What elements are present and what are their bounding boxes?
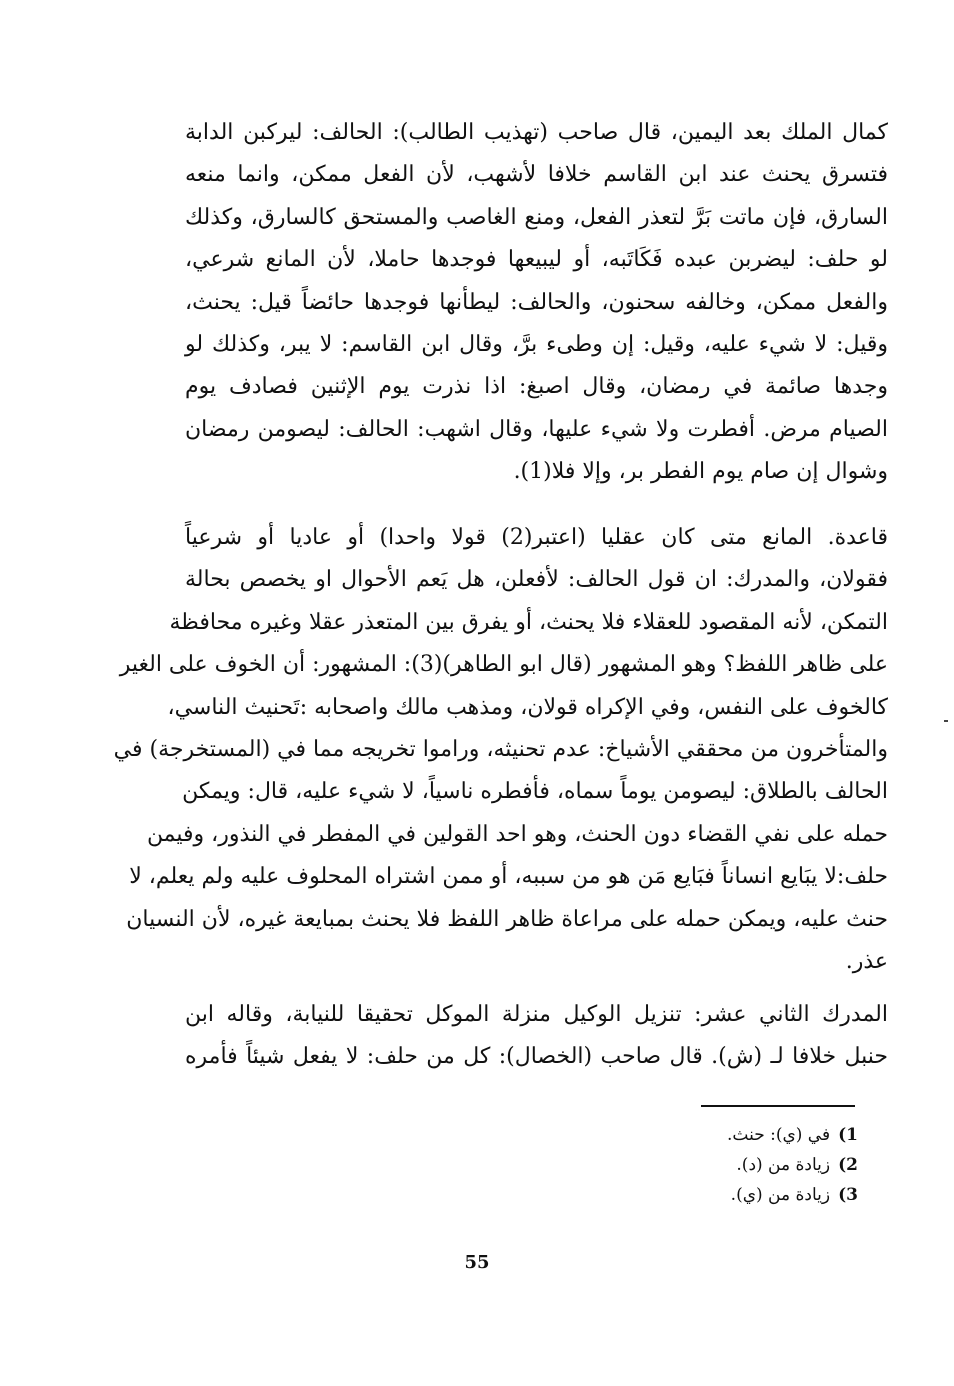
footnote-text: زيادة من (د). (736, 1155, 831, 1175)
paragraph-3-twelfth-basis (185, 994, 888, 1079)
text-line: التمكن، لأنه المقصود للعقلاء فلا يحنث، أو يفرق بين المتعذر عقلا وغيره محافظة (169, 609, 888, 635)
page-number: 55 (464, 1252, 490, 1273)
paragraph-1 (185, 112, 888, 494)
text-line: والمتأخرون من محققي الأشياخ: عدم تحنيثه، وراموا تخريجه مما في (المستخرجة) في (113, 736, 888, 762)
footnote-text: زيادة من (ي). (730, 1185, 831, 1205)
text-line: حلف:لا يبَايع انساناً فبَايع مَن هو من سببه، أو ممن اشتراه المحلوف عليه ولم يعلم، لا (129, 864, 888, 890)
footnote-separator (701, 1105, 855, 1107)
footnote-number: 2) (838, 1155, 858, 1175)
footnote (727, 1180, 858, 1210)
text-line: وجدها صائمة في رمضان، وقال اصبغ: اذا نذرت يوم الإثنين فصادف يوم (185, 374, 888, 400)
footnote (727, 1150, 858, 1180)
footnote (727, 1120, 858, 1150)
text-line: الصيام مرض. أفطرت ولا شيء عليها، وقال اشهب: الحالف: ليصومن رمضان (185, 416, 889, 442)
text-line: السارق، فإن ماتت بَرَّ لتعذر الفعل، ومنع الغاصب والمستحق كالسارق، وكذلك (185, 204, 888, 230)
text-line: حنث عليه، ويمكن حمله على مراعاة ظاهر اللفظ فلا يحنث بمبايعة غيره، لأن النسيان (126, 906, 888, 932)
text-line: حمله على نفي القضاء دون الحنث، وهو احد القولين في المفطر في النذور، وفيمن (146, 821, 888, 847)
text-line: كالخوف على النفس، وفي الإكراه قولان، ومذهب مالك واصحابه :تَحنيث الناسي، (167, 694, 888, 720)
text-line: لو حلف: ليضربن عبده فَكَاتَبه، أو ليبيعها فوجدها حاملا، لأن المانع شرعي، (185, 247, 888, 273)
text-line-heading: المدرك الثاني عشر: تنزيل الوكيل منزلة الموكل تحقيقا للنيابة، وقاله ابن (185, 1002, 888, 1027)
paragraph-2-rule (113, 517, 888, 983)
text-line: فتسرق يحنث عند ابن القاسم خلافا لأشهب، لأن الفعل ممكن، وانما منعه (185, 162, 888, 188)
text-line: فقولان، والمدرك: ان قول الحالف: لأفعلن، هل يَعم الأحوال او يخصص بحالة (185, 567, 888, 593)
text-line: عذر. (845, 948, 888, 974)
text-line: وشوال إن صام يوم الفطر بر، وإلا فلا(1). (513, 459, 888, 485)
text-line: على ظاهر اللفظ؟ وهو المشهور (قال ابو الطاهر)(3): المشهور: أن الخوف على الغير (119, 652, 888, 678)
text-line: وقيل: لا شيء عليه، وقيل: إن وطىء برَّ، وقال ابن القاسم: لا يبر، وكذلك لو (185, 331, 888, 357)
footnote-number: 3) (838, 1185, 858, 1205)
footnote-number: 1) (838, 1125, 858, 1145)
text-line: حنبل خلافا لـ (ش). قال صاحب (الخصال): كل من حلف: لا يفعل شيئاً فأمره (185, 1044, 888, 1070)
footnote-text: في (ي): حنث. (726, 1125, 831, 1145)
text-line-heading: قاعدة. المانع متى كان عقليا (اعتبر(2) قولا واحدا) أو عاديا أو شرعياً (185, 525, 888, 550)
text-line: والفعل ممكن، وخالفه سحنون، والحالف: ليطأنها فوجدها حائضاً قيل: يحنث، (185, 289, 888, 315)
footnotes (727, 1120, 858, 1210)
scan-speck (944, 720, 948, 722)
text-line: الحالف بالطلاق: ليصومن يوماً سماه، فأفطره ناسياً، لا شيء عليه، قال: ويمكن (182, 779, 888, 805)
text-line: كمال الملك بعد اليمين، قال صاحب (تهذيب الطالب): الحالف: ليركبن الدابة (185, 120, 888, 145)
